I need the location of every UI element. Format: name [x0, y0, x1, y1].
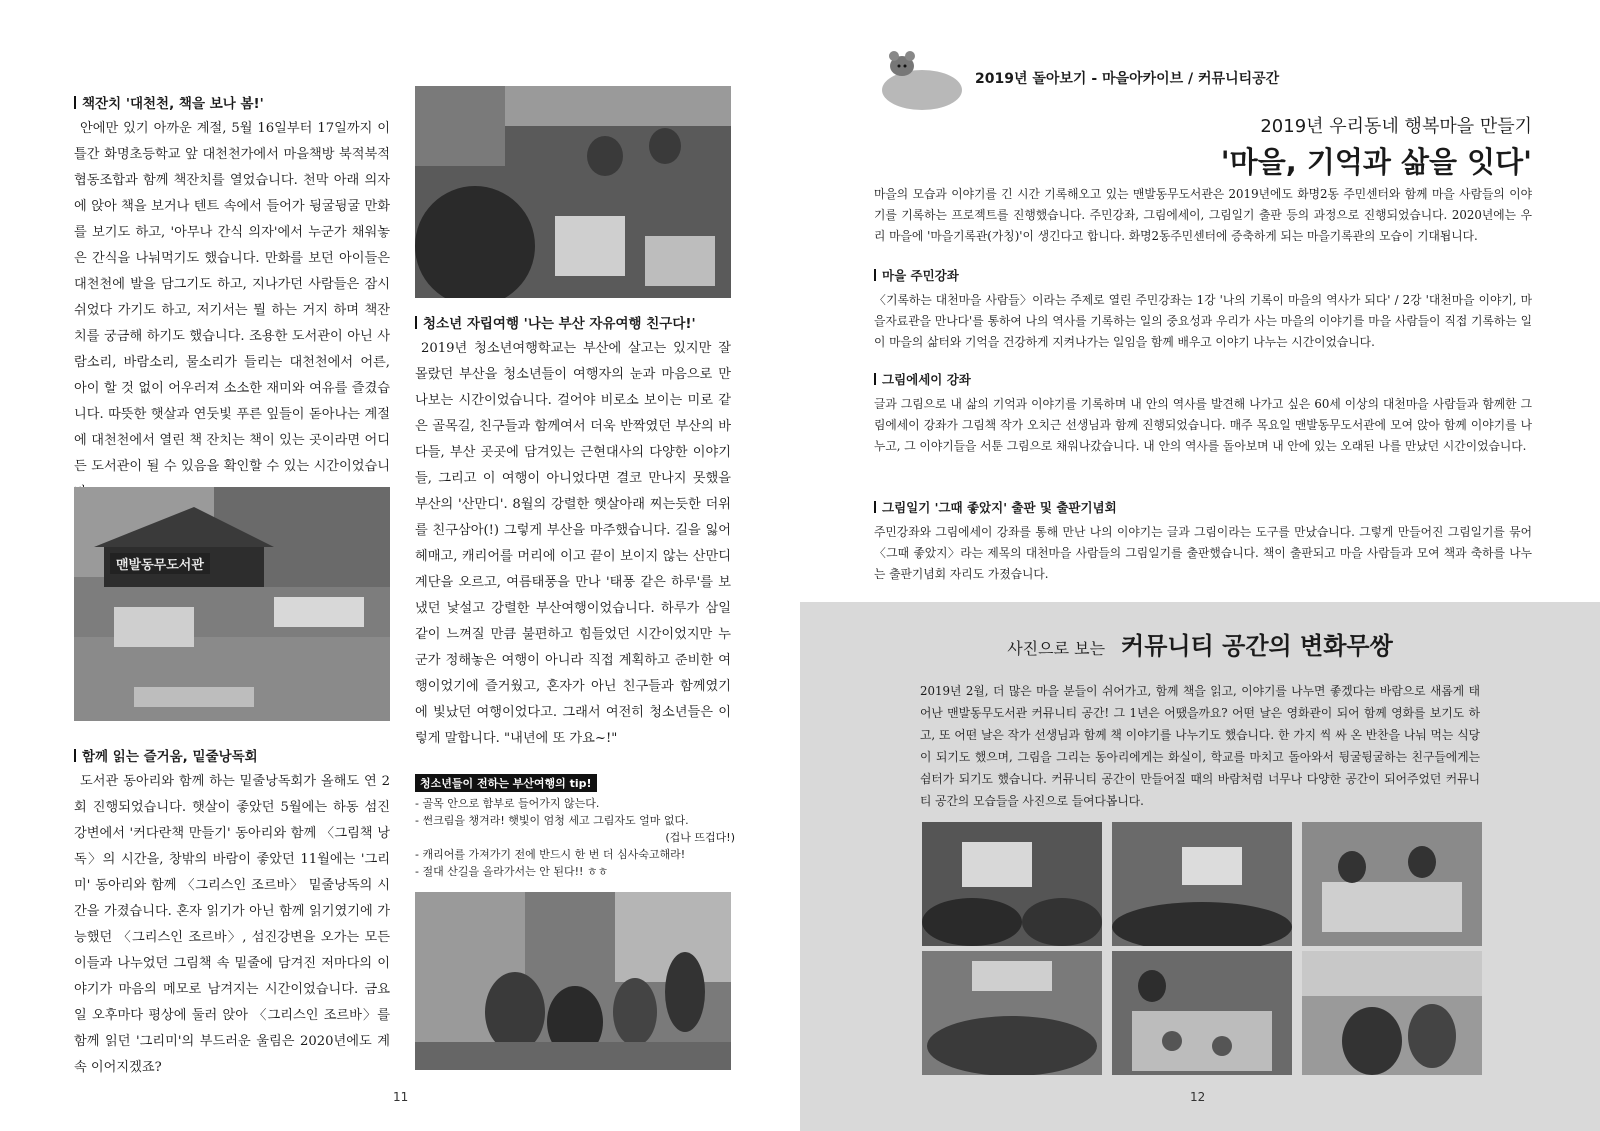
- gray-box-text: 2019년 2월, 더 많은 마을 분들이 쉬어가고, 함께 책을 읽고, 이야기를 나누면 좋겠다는 바람으로 새롭게 태어난 맨발동무도서관 커뮤니티 공간! 그 1년은 어땠을까요? 어떤 날은 영화관이 되어 함께 영화를 보기도 하고, 또 어떤 날은 작가 선생님과 함께 책 이야기를 나누기도 했습니다. 한 가지 씩 싸 온 반찬을 나눠 먹는 식당이 되기도 했으며, 그림을 그리는 동아리에게는 화실이, 학교를 마치고 돌아와서 뒹굴뒹굴하는 친구들에게는 쉼터가 되기도 했습니다. 커뮤니티 공간이 만들어질 때의 바람처럼 너무나 다양한 공간이 되어주었던 커뮤니티 공간의 모습들을 사진으로 들여다봅니다.: [920, 684, 1480, 808]
- essay-section: [874, 370, 1532, 457]
- section-kicker: 2019년 돌아보기 - 마을아카이브 / 커뮤니티공간: [975, 71, 1280, 87]
- section-heading: [874, 370, 1532, 388]
- lecture-section: [874, 266, 1532, 353]
- section-heading: [74, 745, 390, 765]
- youth-travel-photo: [415, 892, 731, 1070]
- gray-box-title-small: 사진으로 보는: [1007, 639, 1106, 658]
- article-intro: 마을의 모습과 이야기를 긴 시간 기록해오고 있는 맨발동무도서관은 2019년에도 화명2동 주민센터와 함께 마을 사람들의 이야기를 기록하는 프로젝트를 진행했습니다. 주민강좌, 그림에세이, 그림일기 출판 등의 과정으로 진행되었습니다. 2020년에는 우리 마을에 '마을기록관(가칭)'이 생긴다고 합니다. 화명2동주민센터에 증축하게 되는 마을기록관의 모습이 기대됩니다.: [874, 187, 1532, 243]
- gray-box-title: [800, 626, 1600, 661]
- community-space-box: [800, 602, 1600, 1131]
- book-festival-text: 안에만 있기 아까운 계절, 5월 16일부터 17일까지 이틀간 화명초등학교 앞 대천천가에서 마을책방 북적북적협동조합과 함께 책잔치를 열었습니다. 천막 아래 의자에 앉아 책을 보거나 텐트 속에서 들어가 뒹굴뒹굴 만화를 보기도 하고, '아무나 간식 의자'에서 누군가 채워놓은 간식을 나눠먹기도 했습니다. 만화를 보던 아이들은 대천천에 발을 담그기도 하고, 지나가던 사람들은 잠시 쉬었다 가기도 하고, 저기서는 뭘 하는 거지 하며 책잔치를 궁금해 하기도 했습니다. 조용한 도서관이 아닌 사람소리, 바람소리, 물소리가 들리는 대천천에서 어른, 아이 할 것 없이 어우러져 소소한 재미와 여유를 즐겼습니다. 따뜻한 햇살과 연둣빛 푸른 잎들이 돋아나는 계절에 대천천에서 열린 책 잔치는 책이 있는 곳이라면 어디든 도서관이 될 수 있음을 확인할 수 있는 시간이었습니: [74, 121, 390, 474]
- book-festival-photo: [74, 487, 390, 721]
- book-festival-heading: 책잔치 '대천천, 책을 보나 봄!': [82, 96, 264, 112]
- diary-section: [874, 498, 1532, 585]
- mouse-on-rock-illustration: [872, 42, 964, 112]
- page-number-left: 11: [393, 1090, 409, 1104]
- tip-item: - 골목 안으로 함부로 들어가지 않는다.: [415, 797, 600, 810]
- section-heading: [415, 312, 731, 332]
- lecture-text: 〈기록하는 대천마을 사람들〉이라는 주제로 열린 주민강좌는 1강 '나의 기록이 마을의 역사가 되다' / 2강 '대천마을 이야기, 마을자료관을 만나다'를 통하여 나의 역사를 기록하는 일의 중요성과 우리가 사는 마을의 이야기를 마을 사람들이 직접 기록하는 일이 마을의 삶터와 기억을 건강하게 지켜나가는 일임을 함께 배우고 이야기 나누는 시간이었습니다.: [874, 293, 1532, 349]
- reading-section: [74, 745, 390, 1081]
- travel-tips-box: [415, 774, 735, 880]
- tip-item: (겁나 뜨겁다!): [665, 831, 735, 844]
- gray-box-title-large: 커뮤니티 공간의 변화무쌍: [1121, 632, 1393, 660]
- grid-photo-workshop: [1302, 822, 1482, 946]
- tip-item: - 캐리어를 가져가기 전에 반드시 한 번 더 심사숙고해라!: [415, 848, 686, 861]
- tips-title: 청소년들이 전하는 부산여행의 tip!: [415, 774, 597, 792]
- section-heading: [874, 498, 1532, 516]
- section-heading: [74, 92, 390, 112]
- reading-text: 도서관 동아리와 함께 하는 밑줄낭독회가 올해도 연 2회 진행되었습니다. 햇살이 좋았던 5월에는 하동 섬진강변에서 '커다란책 만들기' 동아리와 함께 〈그림책 낭독〉의 시간을, 창밖의 바람이 좋았던 11월에는 '그리미' 동아리와 함께 〈그리스인 조르바〉 밑줄낭독의 시간을 가졌습니다. 혼자 읽기가 아닌 함께 읽기였기에 가능했던 〈그리스인 조르바〉, 섬진강변을 오가는 모든 이들과 나누었던 그림책 속 밑줄에 담겨진 저마다의 이야기가 마음의 메모로 남겨지는 시간이었습니다. 금요일 오후마다 평상에 둘러 앉아 〈그리스인 조르바〉를 함께 읽던 '그리미'의 부드러운 울림은 2020년에도 계속 이어지겠죠?: [74, 774, 390, 1075]
- reading-circle-photo: [415, 86, 731, 298]
- essay-text: 글과 그림으로 내 삶의 기억과 이야기를 기록하며 내 안의 역사를 발견해 나가고 싶은 60세 이상의 대천마을 사람들과 함께한 그림에세이 강좌가 그림책 작가 오치근 선생님과 함께 진행되었습니다. 매주 목요일 맨발동무도서관에 모여 앉아 함께 이야기를 나누고, 그 이야기들을 서툰 그림으로 채워나갔습니다. 내 안의 역사를 돌아보며 내 안에 있는 오래된 나를 만났던 시간이었습니다.: [874, 397, 1532, 453]
- section-heading: [874, 266, 1532, 284]
- tip-item: - 절대 산길을 올라가서는 안 된다!! ㅎㅎ: [415, 865, 609, 878]
- youth-travel-section: [415, 312, 731, 752]
- article-subtitle: 2019년 우리동네 행복마을 만들기: [1260, 116, 1532, 137]
- right-page: [800, 0, 1600, 1131]
- grid-photo-author-talk: [1112, 822, 1292, 946]
- article-title: '마을, 기억과 삶을 잇다': [1220, 145, 1532, 179]
- grid-photo-kids: [1302, 951, 1482, 1075]
- diary-heading: 그림일기 '그때 좋았지' 출판 및 출판기념회: [882, 500, 1117, 515]
- photo-grid: [922, 822, 1482, 1075]
- page-number-right: 12: [1190, 1090, 1206, 1104]
- youth-travel-text: 2019년 청소년여행학교는 부산에 살고는 있지만 잘 몰랐던 부산을 청소년들이 여행자의 눈과 마음으로 만나보는 시간이었습니다. 걸어야 비로소 보이는 미로 같은 골목길, 친구들과 함께여서 더욱 반짝였던 부산의 바다들, 부산 곳곳에 담겨있는 근현대사의 다양한 이야기들, 그리고 이 여행이 아니었다면 결코 만나지 못했을 부산의 '산만디'. 8월의 강렬한 햇살아래 찌는듯한 더위를 친구삼아(!) 그렇게 부산을 마주했습니다. 길을 잃어 헤매고, 캐리어를 머리에 이고 끝이 보이지 않는 산만디 계단을 오르고, 여름태풍을 만나 '태풍 같은 하루'를 보냈던 낯설고 강렬한 부산여행이었습니다. 하루가 삼일같이 느껴질 만큼 불편하고 힘들었던 시간이었지만 누군가 정해놓은 여행이 아니라 직접 계획하고 준비한 여행이었기에 즐거웠고, 혼자가 아닌 친구들과 함께였기에 빛났던 여행이었다고. 그래서 여전히 청소년들은 이렇게 말합니다. "내년에 또 가요~!": [415, 341, 731, 746]
- lecture-heading: 마을 주민강좌: [882, 268, 959, 283]
- grid-photo-shared-meal: [1112, 951, 1292, 1075]
- tent-banner-text: 맨발동무도서관: [110, 553, 210, 574]
- book-festival-section: [74, 92, 390, 506]
- reading-heading: 함께 읽는 즐거움, 밑줄낭독회: [82, 749, 258, 765]
- essay-heading: 그림에세이 강좌: [882, 372, 971, 387]
- diary-text: 주민강좌와 그림에세이 강좌를 통해 만난 나의 이야기는 글과 그림이라는 도구를 만났습니다. 그렇게 만들어진 그림일기를 묶어 〈그때 좋았지〉라는 제목의 대천마을 사람들의 그림일기를 출판했습니다. 책이 출판되고 마을 사람들과 모여 책과 축하를 나누는 출판기념회 자리도 가졌습니다.: [874, 525, 1532, 581]
- grid-photo-cinema: [922, 822, 1102, 946]
- youth-travel-heading: 청소년 자립여행 '나는 부산 자유여행 친구다!': [423, 316, 696, 332]
- grid-photo-gathering: [922, 951, 1102, 1075]
- tip-item: - 썬크림을 챙겨라! 햇빛이 엄청 세고 그림자도 얼마 없다.: [415, 814, 689, 827]
